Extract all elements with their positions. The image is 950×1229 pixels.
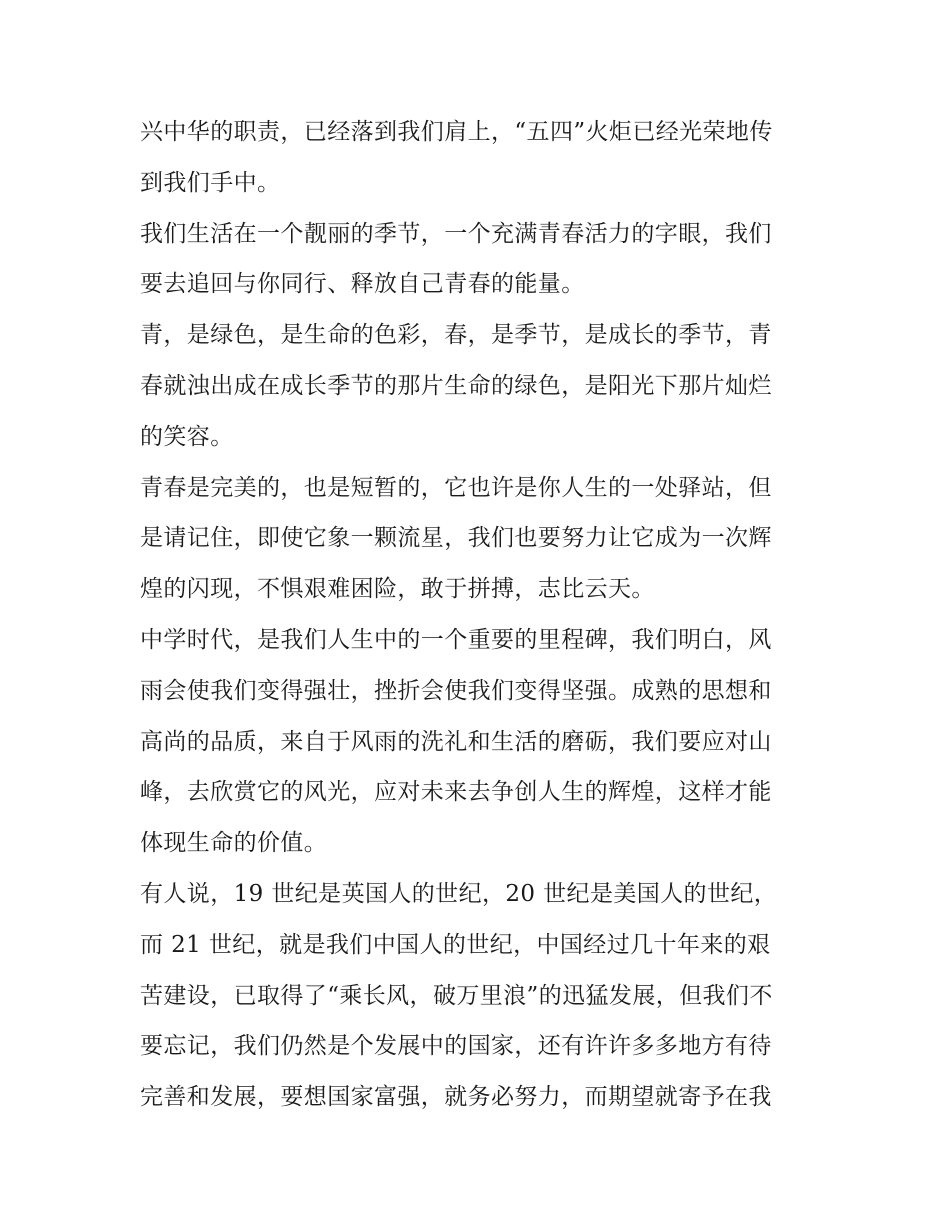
text-line: 要忘记，我们仍然是个发展中的国家，还有许许多多地方有待 [140,1033,772,1060]
text-line: 体现生命的价值。 [140,830,328,857]
text-line: 是请记住，即使它象一颗流星，我们也要努力让它成为一次辉 [140,525,772,552]
text-line: 到我们手中。 [140,169,281,196]
text-line: 有人说，19 世纪是英国人的世纪，20 世纪是美国人的世纪， [140,880,778,907]
text-line: 煌的闪现，不惧艰难困险，敢于拼搏，志比云天。 [140,576,655,603]
text-line: 要去追回与你同行、释放自己青春的能量。 [140,271,585,298]
text-line: 的笑容。 [140,423,234,450]
text-line: 峰，去欣赏它的风光，应对未来去争创人生的辉煌，这样才能 [140,779,772,806]
text-line: 我们生活在一个靓丽的季节，一个充满青春活力的字眼，我们 [140,220,772,247]
text-line: 而 21 世纪，就是我们中国人的世纪，中国经过几十年来的艰 [140,931,771,958]
text-line: 兴中华的职责，已经落到我们肩上，“五四”火炬已经光荣地传 [140,119,773,145]
text-line: 春就浊出成在成长季节的那片生命的绿色，是阳光下那片灿烂 [140,372,772,399]
text-line: 青春是完美的，也是短暂的，它也许是你人生的一处驿站，但 [140,474,772,501]
text-line: 青，是绿色，是生命的色彩，春，是季节，是成长的季节，青 [140,322,772,349]
body-text [140,107,820,1123]
text-line: 中学时代，是我们人生中的一个重要的里程碑，我们明白，风 [140,626,772,653]
text-line: 苦建设，已取得了“乘长风，破万里浪”的迅猛发展，但我们不 [140,982,773,1009]
text-line: 高尚的品质，来自于风雨的洗礼和生活的磨砺，我们要应对山 [140,728,772,755]
text-line: 雨会使我们变得强壮，挫折会使我们变得坚强。成熟的思想和 [140,677,772,704]
text-line: 完善和发展，要想国家富强，就务必努力，而期望就寄予在我 [140,1084,772,1111]
